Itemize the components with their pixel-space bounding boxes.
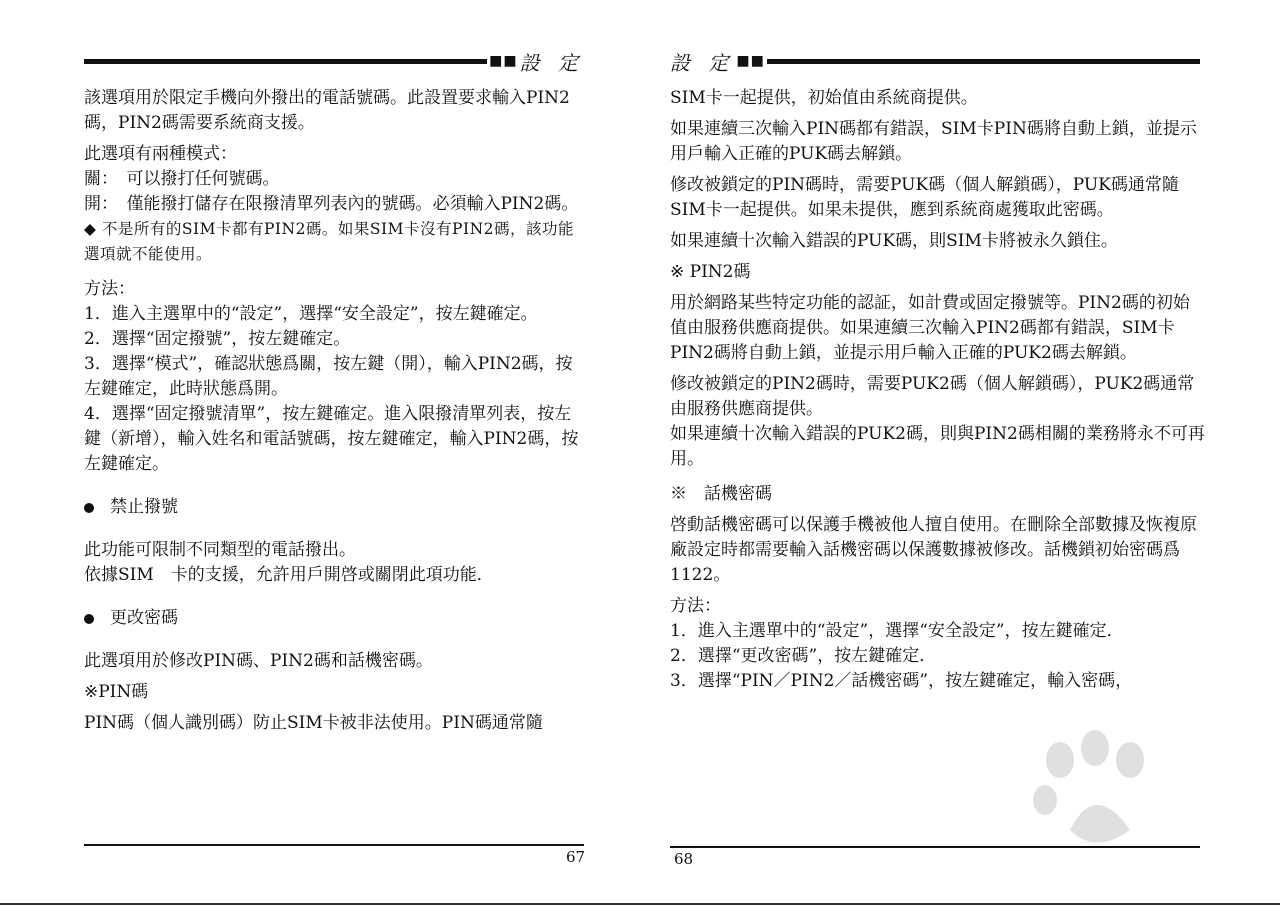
call-barring-heading: 禁止撥號 [110,497,178,517]
page-number: 67 [566,848,586,866]
method-heading: 方法： [670,596,721,616]
step-4: 4．選擇“固定撥號清單”，按左鍵確定。進入限撥清單列表，按左鍵（新增），輸入姓名和電話號碼，按左鍵確定，輸入PIN2碼，按左鍵確定。 [84,404,579,474]
puk2-lock-text: 如果連續十次輸入錯誤的PUK2碼，則與PIN2碼相關的業務將永不可再用。 [670,424,1205,469]
step-3: 3．選擇“模式”，確認狀態爲關，按左鍵（開），輸入PIN2碼，按左鍵確定，此時狀態爲開。 [84,354,573,399]
pin-heading: ※PIN碼 [84,682,149,702]
sim-text: SIM卡一起提供，初始值由系統商提供。 [670,88,978,108]
footer-rule [84,844,584,846]
mode-on: 開： 僅能撥打儲存在限撥清單列表內的號碼。必須輸入PIN2碼。 [84,194,579,214]
call-barring-text-1: 此功能可限制不同類型的電話撥出。 [84,540,356,560]
section-title: 設 定 [519,50,584,75]
section-title: 設 定 [670,50,735,75]
modes-heading: 此選項有兩種模式： [84,144,237,164]
puk2-text: 修改被鎖定的PIN2碼時，需要PUK2碼（個人解鎖碼），PUK2碼通常由服務供應商提供。 [670,374,1195,419]
header-rule [767,59,1200,64]
note-pin2: ◆ 不是所有的SIM卡都有PIN2碼。如果SIM卡沒有PIN2碼，該功能選項就不能使用。 [84,220,575,263]
section-change-password [84,606,584,631]
step-2: 2．選擇“固定撥號”，按左鍵確定。 [84,329,351,349]
header-dots: ■■ [736,53,765,69]
step-1: 1．進入主選單中的“設定”，選擇“安全設定”，按左鍵確定。 [84,304,538,324]
page-number: 68 [674,850,694,868]
call-barring-text-2: 依據SIM 卡的支援，允許用戶開啓或關閉此項功能． [84,565,494,585]
pin2-heading: ※ PIN2碼 [670,262,751,282]
header-dots: ■■ [489,53,518,69]
pin-text: PIN碼（個人識別碼）防止SIM卡被非法使用。PIN碼通常隨 [84,713,543,733]
right-header [670,48,1200,74]
step-1: 1．進入主選單中的“設定”，選擇“安全設定”，按左鍵確定． [670,621,1124,641]
phone-password-heading: ※ 話機密碼 [670,484,772,504]
header-rule [84,59,487,64]
intro-paragraph: 該選項用於限定手機向外撥出的電話號碼。此設置要求輸入PIN2碼，PIN2碼需要系統商支援。 [84,88,570,133]
left-body [84,86,584,736]
pin-lock-text: 如果連續三次輸入PIN碼都有錯誤，SIM卡PIN碼將自動上鎖，並提示用戶輸入正確的PUK碼去解鎖。 [670,119,1197,164]
bullet-icon [84,614,94,624]
mode-off: 關： 可以撥打任何號碼。 [84,169,280,189]
pin2-text: 用於網路某些特定功能的認証，如計費或固定撥號等。PIN2碼的初始值由服務供應商提供。如果連續三次輸入PIN2碼都有錯誤，SIM卡PIN2碼將自動上鎖，並提示用戶輸入正確的PUK2碼去解鎖。 [670,293,1190,363]
puk-text: 修改被鎖定的PIN碼時，需要PUK碼（個人解鎖碼），PUK碼通常隨SIM卡一起提供。如果未提供，應到系統商處獲取此密碼。 [670,175,1179,220]
watermark-paw-icon [1000,720,1200,870]
section-call-barring [84,495,584,520]
phone-password-text: 啓動話機密碼可以保護手機被他人擅自使用。在刪除全部數據及恢複原廠設定時都需要輸入話機密碼以保護數據被修改。話機鎖初始密碼爲1122。 [670,515,1197,585]
method-heading: 方法： [84,279,135,299]
change-password-text: 此選項用於修改PIN碼、PIN2碼和話機密碼。 [84,651,433,671]
right-body [670,86,1205,694]
step-2: 2．選擇“更改密碼”，按左鍵確定． [670,646,937,666]
scan-border [0,903,1280,905]
step-3: 3．選擇“PIN／PIN2／話機密碼”，按左鍵確定，輸入密碼， [670,671,1133,691]
left-header [84,48,584,74]
puk-lock-text: 如果連續十次輸入錯誤的PUK碼，則SIM卡將被永久鎖住。 [670,231,1118,251]
bullet-icon [84,503,94,513]
change-password-heading: 更改密碼 [110,608,178,628]
